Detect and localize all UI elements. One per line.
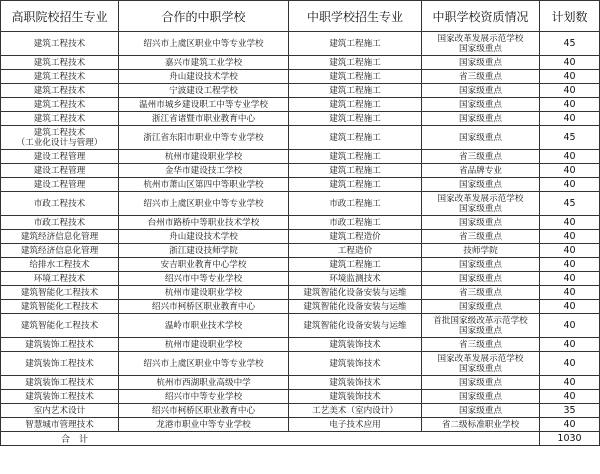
plan-count-cell: 40 <box>540 216 600 230</box>
secondary-major-cell-line: 建筑智能化设备安装与运维 <box>303 320 407 331</box>
qualification-cell <box>422 178 540 192</box>
major-cell <box>1 338 119 352</box>
major-cell <box>1 376 119 390</box>
secondary-major-cell-line: 建筑工程施工 <box>329 71 381 82</box>
secondary-major-cell-line: 建筑工程施工 <box>329 57 381 68</box>
plan-count-cell: 40 <box>540 244 600 258</box>
school-cell-line: 绍兴市上虞区职业中等专业学校 <box>143 358 264 369</box>
plan-count-cell: 40 <box>540 164 600 178</box>
secondary-major-cell-line: 电子技术应用 <box>329 419 381 430</box>
qualification-cell-line: 国家改革发展示范学校 <box>437 33 524 44</box>
secondary-major-cell <box>289 98 422 112</box>
secondary-major-cell <box>289 272 422 286</box>
school-cell-line: 安吉职业教育中心学校 <box>160 259 247 270</box>
school-cell <box>119 352 289 376</box>
school-cell-line: 舟山建设技术学校 <box>169 71 238 82</box>
school-cell-line: 杭州市建设职业学校 <box>164 151 243 162</box>
table-row <box>1 70 600 84</box>
plan-count-cell: 40 <box>540 352 600 376</box>
school-cell-line: 绍兴市柯桥区职业教育中心 <box>151 301 256 312</box>
secondary-major-cell-line: 建筑装饰技术 <box>329 358 381 369</box>
school-cell-line: 浙江省诸暨市职业教育中心 <box>151 113 256 124</box>
major-cell <box>1 286 119 300</box>
school-cell <box>119 258 289 272</box>
plan-count-cell: 40 <box>540 286 600 300</box>
school-cell <box>119 376 289 390</box>
header-cell: 高职院校招生专业 <box>1 1 119 32</box>
secondary-major-cell <box>289 150 422 164</box>
secondary-major-cell <box>289 216 422 230</box>
table-row <box>1 112 600 126</box>
qualification-cell <box>422 84 540 98</box>
plan-count-cell: 40 <box>540 300 600 314</box>
secondary-major-cell <box>289 178 422 192</box>
secondary-major-cell <box>289 352 422 376</box>
secondary-major-cell <box>289 244 422 258</box>
table-row <box>1 98 600 112</box>
major-cell-line: 建筑工程技术 <box>33 113 86 124</box>
major-cell <box>1 112 119 126</box>
table-row <box>1 390 600 404</box>
header-row <box>1 1 600 32</box>
qualification-cell <box>422 272 540 286</box>
plan-count-cell: 40 <box>540 84 600 98</box>
qualification-cell-line: 省品牌专业 <box>459 165 502 176</box>
secondary-major-cell <box>289 376 422 390</box>
qualification-cell <box>422 56 540 70</box>
secondary-major-cell-line: 工艺美术（室内设计） <box>312 405 398 416</box>
table-row <box>1 84 600 98</box>
qualification-cell-line: 国家级重点 <box>459 113 502 124</box>
major-cell <box>1 84 119 98</box>
header-cell: 中职学校招生专业 <box>289 1 422 32</box>
major-cell-line: 市政工程技术 <box>33 217 86 228</box>
school-cell-line: 台州市路桥中等职业技术学校 <box>147 217 260 228</box>
qualification-cell <box>422 376 540 390</box>
qualification-cell-line: 国家级重点 <box>459 217 502 228</box>
table-row <box>1 56 600 70</box>
table-row <box>1 418 600 432</box>
table-row <box>1 272 600 286</box>
school-cell-line: 宁波建设工程学校 <box>169 85 238 96</box>
secondary-major-cell-line: 建筑工程施工 <box>329 165 381 176</box>
qualification-cell <box>422 244 540 258</box>
major-cell-line: 建筑智能化工程技术 <box>20 287 99 298</box>
secondary-major-cell-line: 建筑工程施工 <box>329 179 381 190</box>
school-cell-line: 浙江建设技师学院 <box>169 245 238 256</box>
plan-count-cell: 35 <box>540 404 600 418</box>
table-row <box>1 32 600 56</box>
total-label: 合 计 <box>1 432 540 446</box>
qualification-cell-line: 国家级重点 <box>459 363 502 374</box>
table-row <box>1 314 600 338</box>
secondary-major-cell-line: 建筑工程施工 <box>329 259 381 270</box>
major-cell <box>1 272 119 286</box>
major-cell-line: 市政工程技术 <box>33 198 86 209</box>
plan-count-cell: 40 <box>540 418 600 432</box>
plan-count-cell: 45 <box>540 126 600 150</box>
plan-count-cell: 40 <box>540 390 600 404</box>
qualification-cell-line: 省三级重点 <box>459 71 502 82</box>
secondary-major-cell-line: 建筑工程施工 <box>329 113 381 124</box>
school-cell-line: 金华市建设技工学校 <box>164 165 243 176</box>
qualification-cell <box>422 258 540 272</box>
table-row <box>1 192 600 216</box>
qualification-cell <box>422 390 540 404</box>
plan-count-cell: 40 <box>540 98 600 112</box>
secondary-major-cell-line: 市政工程施工 <box>329 198 381 209</box>
qualification-cell-line: 国家级重点 <box>459 85 502 96</box>
major-cell-line: 室内艺术设计 <box>33 405 86 416</box>
major-cell <box>1 32 119 56</box>
qualification-cell-line: 国家级重点 <box>459 203 502 214</box>
table-row <box>1 150 600 164</box>
secondary-major-cell <box>289 286 422 300</box>
qualification-cell-line: 国家级重点 <box>459 99 502 110</box>
major-cell <box>1 390 119 404</box>
qualification-cell-line: 国家级重点 <box>459 273 502 284</box>
qualification-cell <box>422 32 540 56</box>
secondary-major-cell-line: 建筑工程施工 <box>329 132 381 143</box>
major-cell <box>1 244 119 258</box>
school-cell-line: 舟山建设技术学校 <box>169 231 238 242</box>
header-cell: 计划数 <box>540 1 600 32</box>
secondary-major-cell <box>289 390 422 404</box>
qualification-cell <box>422 112 540 126</box>
major-cell <box>1 150 119 164</box>
major-cell <box>1 300 119 314</box>
plan-count-cell: 40 <box>540 112 600 126</box>
major-cell-line: 建筑工程技术 <box>33 57 86 68</box>
secondary-major-cell-line: 建筑工程施工 <box>329 99 381 110</box>
major-cell-line: 建设工程管理 <box>33 151 86 162</box>
major-cell <box>1 126 119 150</box>
major-cell-line: 建筑装饰工程技术 <box>25 377 94 388</box>
secondary-major-cell-line: 建筑装饰技术 <box>329 339 381 350</box>
secondary-major-cell-line: 建筑工程施工 <box>329 151 381 162</box>
qualification-cell <box>422 216 540 230</box>
major-cell-line: 智慧城市管理技术 <box>25 419 94 430</box>
major-cell-line: 建筑经济信息化管理 <box>20 231 99 242</box>
school-cell-line: 杭州市西湖职业高级中学 <box>156 377 251 388</box>
secondary-major-cell <box>289 192 422 216</box>
major-cell-line: 建筑工程技术 <box>33 127 86 138</box>
secondary-major-cell <box>289 300 422 314</box>
qualification-cell <box>422 418 540 432</box>
total-row <box>1 432 600 446</box>
secondary-major-cell-line: 市政工程施工 <box>329 217 381 228</box>
qualification-cell-line: 国家级重点 <box>459 43 502 54</box>
qualification-cell-line: 省二级标准职业学校 <box>441 419 520 430</box>
major-cell <box>1 216 119 230</box>
secondary-major-cell-line: 工程造价 <box>337 245 373 256</box>
school-cell <box>119 192 289 216</box>
school-cell <box>119 390 289 404</box>
school-cell <box>119 216 289 230</box>
secondary-major-cell-line: 建筑工程造价 <box>329 231 381 242</box>
secondary-major-cell <box>289 56 422 70</box>
plan-count-cell: 40 <box>540 70 600 84</box>
qualification-cell <box>422 98 540 112</box>
table-row <box>1 230 600 244</box>
major-cell <box>1 178 119 192</box>
secondary-major-cell <box>289 32 422 56</box>
table-body <box>1 32 600 432</box>
school-cell <box>119 272 289 286</box>
major-cell-line: 给排水工程技术 <box>29 259 90 270</box>
major-cell <box>1 98 119 112</box>
qualification-cell-line: 国家级重点 <box>459 179 502 190</box>
school-cell <box>119 314 289 338</box>
school-cell <box>119 126 289 150</box>
major-cell <box>1 192 119 216</box>
table-row <box>1 258 600 272</box>
school-cell <box>119 286 289 300</box>
qualification-cell-line: 国家级重点 <box>459 325 502 336</box>
table-row <box>1 376 600 390</box>
qualification-cell-line: 国家级重点 <box>459 405 502 416</box>
qualification-cell-line: 省三级重点 <box>459 287 502 298</box>
qualification-cell <box>422 352 540 376</box>
major-cell-line: 建筑装饰工程技术 <box>25 339 94 350</box>
qualification-cell-line: 国家级重点 <box>459 301 502 312</box>
secondary-major-cell-line: 建筑装饰技术 <box>329 391 381 402</box>
school-cell-line: 龙港市职业中等专业学校 <box>156 419 251 430</box>
major-cell <box>1 230 119 244</box>
qualification-cell-line: 首批国家级改革示范学校 <box>433 315 528 326</box>
school-cell-line: 绍兴市上虞区职业中等专业学校 <box>143 198 264 209</box>
secondary-major-cell <box>289 258 422 272</box>
major-cell-line: 建筑智能化工程技术 <box>20 320 99 331</box>
qualification-cell-line: 省三级重点 <box>459 151 502 162</box>
school-cell-line: 杭州市建设职业学校 <box>164 287 243 298</box>
major-cell <box>1 258 119 272</box>
table-row <box>1 404 600 418</box>
major-cell-line: 建筑装饰工程技术 <box>25 358 94 369</box>
secondary-major-cell <box>289 126 422 150</box>
school-cell <box>119 244 289 258</box>
school-cell <box>119 164 289 178</box>
plan-count-cell: 40 <box>540 338 600 352</box>
school-cell <box>119 56 289 70</box>
major-cell <box>1 70 119 84</box>
header-cell: 合作的中职学校 <box>119 1 289 32</box>
qualification-cell <box>422 164 540 178</box>
secondary-major-cell <box>289 164 422 178</box>
qualification-cell-line: 技师学院 <box>463 245 498 256</box>
table-row <box>1 126 600 150</box>
secondary-major-cell <box>289 70 422 84</box>
school-cell <box>119 112 289 126</box>
secondary-major-cell <box>289 314 422 338</box>
secondary-major-cell <box>289 338 422 352</box>
school-cell <box>119 418 289 432</box>
school-cell <box>119 32 289 56</box>
qualification-cell-line: 国家级重点 <box>459 57 502 68</box>
secondary-major-cell <box>289 418 422 432</box>
header-cell: 中职学校资质情况 <box>422 1 540 32</box>
school-cell-line: 浙江省东阳市职业中等专业学校 <box>143 132 264 143</box>
major-cell-line: 建筑装饰工程技术 <box>25 391 94 402</box>
table-row <box>1 352 600 376</box>
school-cell <box>119 98 289 112</box>
major-cell-line: （工业化设计与管理） <box>16 137 103 148</box>
major-cell-line: 建筑工程技术 <box>33 71 86 82</box>
major-cell-line: 环境工程技术 <box>33 273 86 284</box>
major-cell <box>1 56 119 70</box>
plan-count-cell: 40 <box>540 230 600 244</box>
school-cell <box>119 150 289 164</box>
secondary-major-cell-line: 建筑工程施工 <box>329 38 381 49</box>
qualification-cell <box>422 126 540 150</box>
major-cell-line: 建筑智能化工程技术 <box>20 301 99 312</box>
table-row <box>1 178 600 192</box>
table-row <box>1 216 600 230</box>
school-cell <box>119 70 289 84</box>
secondary-major-cell <box>289 112 422 126</box>
secondary-major-cell-line: 建筑智能化设备安装与运维 <box>303 287 407 298</box>
qualification-cell-line: 国家改革发展示范学校 <box>437 193 524 204</box>
school-cell <box>119 230 289 244</box>
major-cell <box>1 418 119 432</box>
major-cell-line: 建筑经济信息化管理 <box>20 245 99 256</box>
school-cell <box>119 404 289 418</box>
qualification-cell <box>422 150 540 164</box>
qualification-cell <box>422 404 540 418</box>
qualification-cell-line: 国家级重点 <box>459 259 502 270</box>
major-cell-line: 建设工程管理 <box>33 179 86 190</box>
plan-count-cell: 40 <box>540 314 600 338</box>
plan-count-cell: 45 <box>540 192 600 216</box>
school-cell <box>119 84 289 98</box>
table-row <box>1 338 600 352</box>
secondary-major-cell <box>289 404 422 418</box>
qualification-cell <box>422 192 540 216</box>
school-cell <box>119 178 289 192</box>
qualification-cell <box>422 338 540 352</box>
major-cell-line: 建筑工程技术 <box>33 85 86 96</box>
plan-count-cell: 40 <box>540 376 600 390</box>
school-cell-line: 杭州市建设职业学校 <box>164 339 243 350</box>
qualification-cell-line: 国家改革发展示范学校 <box>437 353 524 364</box>
qualification-cell <box>422 230 540 244</box>
school-cell-line: 温州市城乡建设职工中等专业学校 <box>139 99 268 110</box>
table-row <box>1 164 600 178</box>
major-cell <box>1 164 119 178</box>
qualification-cell-line: 国家级重点 <box>459 377 502 388</box>
school-cell <box>119 300 289 314</box>
major-cell-line: 建筑工程技术 <box>33 38 86 49</box>
secondary-major-cell <box>289 230 422 244</box>
major-cell <box>1 352 119 376</box>
secondary-major-cell-line: 环境监测技术 <box>329 273 381 284</box>
plan-count-cell: 40 <box>540 150 600 164</box>
plan-count-cell: 40 <box>540 258 600 272</box>
qualification-cell-line: 国家级重点 <box>459 391 502 402</box>
qualification-cell-line: 省三级重点 <box>459 231 502 242</box>
total-value: 1030 <box>540 432 600 446</box>
secondary-major-cell-line: 建筑工程施工 <box>329 85 381 96</box>
qualification-cell <box>422 300 540 314</box>
secondary-major-cell-line: 建筑装饰技术 <box>329 377 381 388</box>
plan-count-cell: 45 <box>540 32 600 56</box>
secondary-major-cell-line: 建筑智能化设备安装与运维 <box>303 301 407 312</box>
plan-count-cell: 40 <box>540 178 600 192</box>
school-cell-line: 嘉兴市建筑工业学校 <box>164 57 243 68</box>
plan-count-cell: 40 <box>540 272 600 286</box>
plan-count-cell: 40 <box>540 56 600 70</box>
table-row <box>1 244 600 258</box>
major-cell-line: 建筑工程技术 <box>33 99 86 110</box>
qualification-cell <box>422 70 540 84</box>
school-cell-line: 绍兴市柯桥区职业教育中心 <box>151 405 256 416</box>
qualification-cell <box>422 286 540 300</box>
school-cell-line: 杭州市萧山区第四中等职业学校 <box>143 179 264 190</box>
secondary-major-cell <box>289 84 422 98</box>
school-cell-line: 绍兴市中等专业学校 <box>164 273 243 284</box>
major-cell-line: 建设工程管理 <box>33 165 86 176</box>
table-row <box>1 286 600 300</box>
school-cell-line: 温岭市职业技术学校 <box>164 320 243 331</box>
qualification-cell <box>422 314 540 338</box>
major-cell <box>1 404 119 418</box>
table-row <box>1 300 600 314</box>
school-cell <box>119 338 289 352</box>
major-cell <box>1 314 119 338</box>
qualification-cell-line: 国家级重点 <box>459 132 502 143</box>
school-cell-line: 绍兴市上虞区职业中等专业学校 <box>143 38 264 49</box>
school-cell-line: 绍兴市中等专业学校 <box>164 391 243 402</box>
qualification-cell-line: 省三级重点 <box>459 339 502 350</box>
